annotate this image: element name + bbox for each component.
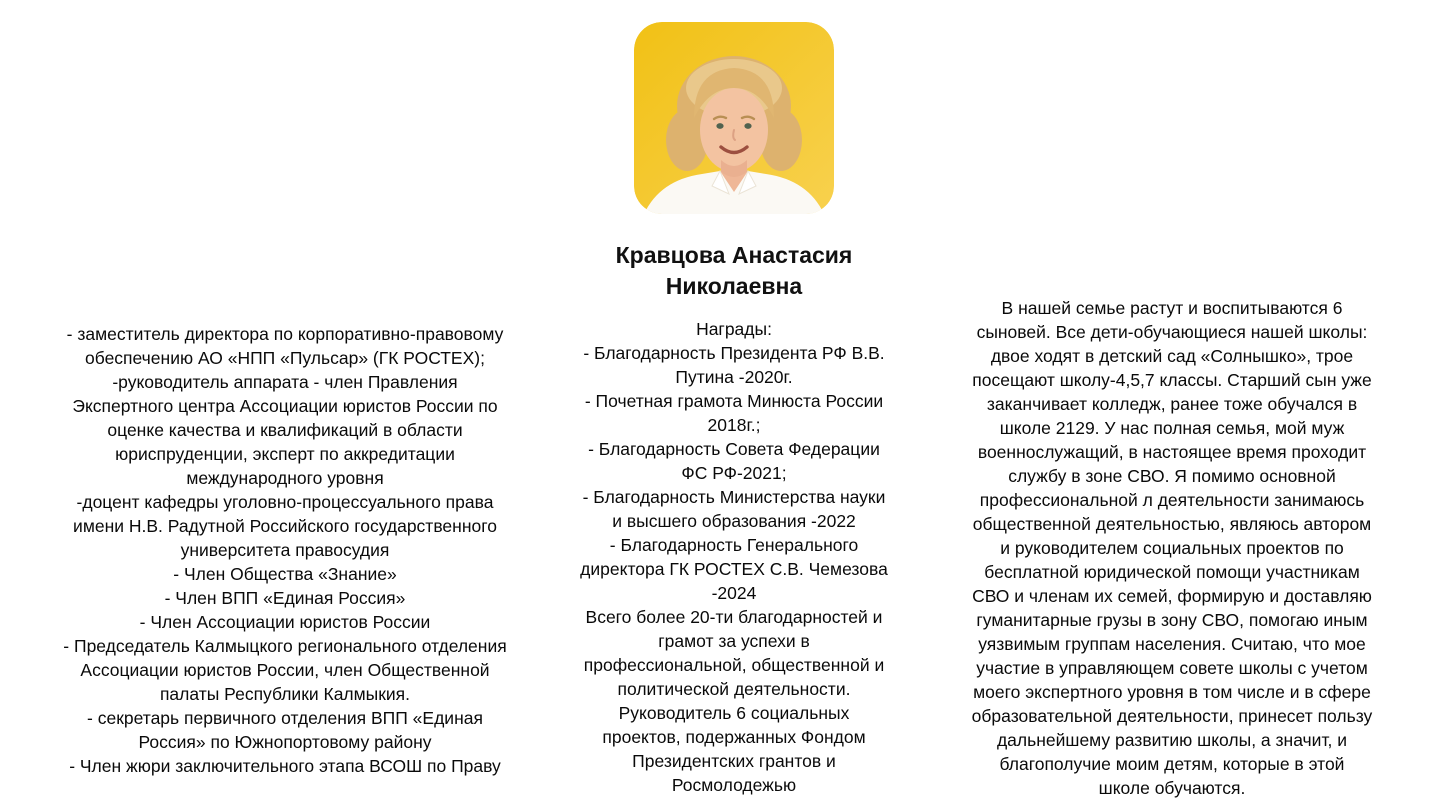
text-line: международного уровня bbox=[186, 468, 384, 488]
position-item bbox=[26, 490, 544, 562]
text-line: школе 2129. У нас полная семья, мой муж bbox=[999, 418, 1345, 438]
text-line: Руководитель 6 социальных bbox=[618, 703, 850, 723]
text-line: Путина -2020г. bbox=[675, 367, 793, 387]
text-line: и высшего образования -2022 bbox=[612, 511, 856, 531]
text-line: проектов, подержанных Фондом bbox=[602, 727, 866, 747]
text-line: имени Н.В. Радутной Российского государственного bbox=[73, 516, 497, 536]
text-line: и руководителем социальных проектов по bbox=[1000, 538, 1344, 558]
profile-column bbox=[544, 0, 924, 797]
text-line: палаты Республики Калмыкия. bbox=[159, 684, 411, 704]
text-line: - Благодарность Генерального bbox=[609, 535, 859, 555]
text-line: благополучие моим детям, которые в этой bbox=[999, 754, 1345, 774]
text-line: -доцент кафедры уголовно-процессуального права bbox=[76, 492, 494, 512]
text-line: образовательной деятельности, принесет пользу bbox=[971, 706, 1373, 726]
text-line: моего экспертного уровня в том числе и в сфере bbox=[973, 682, 1371, 702]
text-line: - Благодарность Совета Федерации bbox=[588, 439, 880, 459]
text-line: - Член Ассоциации юристов России bbox=[139, 612, 431, 632]
text-line: профессиональной, общественной и bbox=[583, 655, 885, 675]
award-item bbox=[544, 389, 924, 437]
position-item bbox=[26, 610, 544, 634]
text-line: дальнейшему развитию школы, а значит, и bbox=[996, 730, 1348, 750]
awards-summary bbox=[544, 701, 924, 797]
text-line: В нашей семье растут и воспитываются 6 bbox=[1001, 298, 1343, 318]
text-line: - заместитель директора по корпоративно-правовому bbox=[66, 324, 504, 344]
text-line: грамот за успехи в bbox=[658, 631, 810, 651]
position-item bbox=[26, 586, 544, 610]
position-item bbox=[26, 706, 544, 754]
text-line: директора ГК РОСТЕХ С.В. Чемезова bbox=[580, 559, 888, 579]
text-line: Экспертного центра Ассоциации юристов России по bbox=[72, 396, 498, 416]
position-item bbox=[26, 754, 544, 778]
text-line: юриспруденции, эксперт по аккредитации bbox=[115, 444, 455, 464]
text-line: Ассоциации юристов России, член Общественной bbox=[80, 660, 490, 680]
profile-photo bbox=[634, 22, 834, 214]
text-line: - Член ВПП «Единая Россия» bbox=[164, 588, 406, 608]
personal-column bbox=[924, 0, 1420, 799]
personal-statement bbox=[924, 296, 1420, 799]
award-item bbox=[544, 437, 924, 485]
portrait-illustration bbox=[634, 22, 834, 214]
text-line: - Почетная грамота Минюста России bbox=[584, 391, 884, 411]
text-line: уязвимым группам населения. Считаю, что мое bbox=[978, 634, 1366, 654]
award-item bbox=[544, 533, 924, 605]
text-line: - Член жюри заключительного этапа ВСОШ по Праву bbox=[69, 756, 501, 776]
awards-section bbox=[544, 317, 924, 797]
text-line: Росмолодежью bbox=[671, 775, 797, 795]
award-item bbox=[544, 341, 924, 389]
position-item bbox=[26, 370, 544, 490]
text-line: профессиональной л деятельности занимаюсь bbox=[979, 490, 1365, 510]
text-line: посещают школу-4,5,7 классы. Старший сын уже bbox=[972, 370, 1372, 390]
awards-summary bbox=[544, 605, 924, 701]
text-line: военнослужащий, в настоящее время проходит bbox=[977, 442, 1367, 462]
text-line: Всего более 20-ти благодарностей и bbox=[585, 607, 883, 627]
text-line: сыновей. Все дети-обучающиеся нашей школы: bbox=[976, 322, 1368, 342]
text-line: СВО и членам их семей, формирую и доставляю bbox=[972, 586, 1372, 606]
text-line: -руководитель аппарата - член Правления bbox=[112, 372, 458, 392]
text-line: - Член Общества «Знание» bbox=[173, 564, 397, 584]
text-line: бесплатной юридической помощи участникам bbox=[984, 562, 1360, 582]
text-line: двое ходят в детский сад «Солнышко», трое bbox=[990, 346, 1354, 366]
text-line: оценке качества и квалификаций в области bbox=[107, 420, 463, 440]
text-line: участие в управляющем совете школы с учетом bbox=[976, 658, 1368, 678]
awards-title: Награды: bbox=[696, 319, 772, 339]
text-line: школе обучаются. bbox=[1098, 778, 1246, 798]
text-line: обеспечению АО «НПП «Пульсар» (ГК РОСТЕХ); bbox=[85, 348, 485, 368]
position-item bbox=[26, 322, 544, 370]
positions-column bbox=[0, 0, 544, 778]
text-line: общественной деятельностью, являюсь автором bbox=[972, 514, 1372, 534]
award-item bbox=[544, 485, 924, 533]
text-line: -2024 bbox=[711, 583, 757, 603]
text-line: заканчивает колледж, ранее тоже обучался в bbox=[986, 394, 1358, 414]
position-item bbox=[26, 562, 544, 586]
text-line: университета правосудия bbox=[180, 540, 390, 560]
text-line: Россия» по Южнопортовому району bbox=[138, 732, 432, 752]
position-item bbox=[26, 634, 544, 706]
text-line: Президентских грантов и bbox=[632, 751, 836, 771]
text-line: гуманитарные грузы в зону СВО, помогаю иным bbox=[976, 610, 1368, 630]
text-line: службу в зоне СВО. Я помимо основной bbox=[1008, 466, 1336, 486]
text-line: - Благодарность Министерства науки bbox=[582, 487, 886, 507]
text-line: - Председатель Калмыцкого регионального отделения bbox=[63, 636, 507, 656]
text-line: 2018г.; bbox=[707, 415, 761, 435]
text-line: политической деятельности. bbox=[617, 679, 851, 699]
text-line: - Благодарность Президента РФ В.В. bbox=[583, 343, 885, 363]
text-line: - секретарь первичного отделения ВПП «Единая bbox=[87, 708, 483, 728]
text-line: ФС РФ-2021; bbox=[681, 463, 787, 483]
person-name: Кравцова Анастасия Николаевна bbox=[615, 242, 853, 299]
